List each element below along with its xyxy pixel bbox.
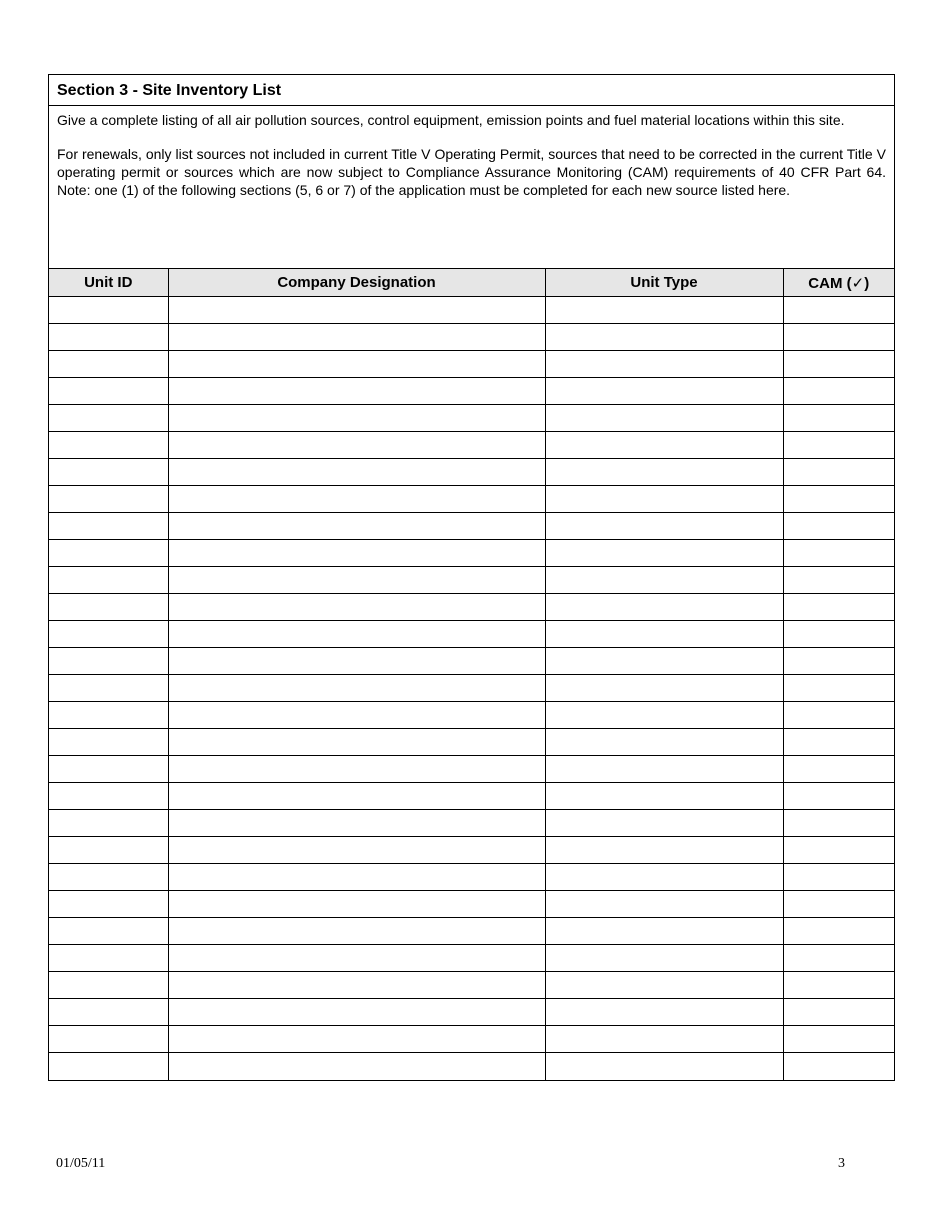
unit-id-cell[interactable]	[49, 486, 168, 513]
table-row	[49, 621, 894, 648]
company-designation-cell[interactable]	[168, 621, 545, 648]
company-designation-cell[interactable]	[168, 459, 545, 486]
cam-cell[interactable]	[783, 459, 894, 486]
column-header-unit-id: Unit ID	[49, 269, 168, 297]
unit-id-cell[interactable]	[49, 837, 168, 864]
table-row	[49, 432, 894, 459]
unit-type-cell[interactable]	[545, 540, 783, 567]
table-row	[49, 648, 894, 675]
unit-id-cell[interactable]	[49, 756, 168, 783]
table-row	[49, 378, 894, 405]
company-designation-cell[interactable]	[168, 756, 545, 783]
company-designation-cell[interactable]	[168, 405, 545, 432]
table-row	[49, 405, 894, 432]
unit-id-cell[interactable]	[49, 1053, 168, 1080]
cam-cell[interactable]	[783, 729, 894, 756]
unit-id-cell[interactable]	[49, 459, 168, 486]
column-header-cam: CAM (✓)	[783, 269, 894, 297]
company-designation-cell[interactable]	[168, 648, 545, 675]
unit-id-cell[interactable]	[49, 999, 168, 1026]
table-row	[49, 1053, 894, 1080]
table-row	[49, 351, 894, 378]
cam-cell[interactable]	[783, 864, 894, 891]
company-designation-cell[interactable]	[168, 891, 545, 918]
company-designation-cell[interactable]	[168, 513, 545, 540]
unit-type-cell[interactable]	[545, 999, 783, 1026]
column-header-company-designation: Company Designation	[168, 269, 545, 297]
section-title: Section 3 - Site Inventory List	[49, 75, 894, 106]
unit-type-cell[interactable]	[545, 486, 783, 513]
instruction-paragraph: For renewals, only list sources not included in current Title V Operating Permit, sources that need to be corrected in the current Title V operating permit or sources which are now subject to Compliance Assurance Monitoring (CAM) requirements of 40 CFR Part 64. Note: one (1) of the following sections (5, 6 or 7) of the application must be completed for each new source listed here.	[57, 146, 886, 198]
table-row	[49, 513, 894, 540]
unit-type-cell[interactable]	[545, 675, 783, 702]
unit-type-cell[interactable]	[545, 837, 783, 864]
unit-type-cell[interactable]	[545, 378, 783, 405]
company-designation-cell[interactable]	[168, 729, 545, 756]
instructions	[49, 106, 894, 268]
table-row	[49, 729, 894, 756]
unit-id-cell[interactable]	[49, 945, 168, 972]
cam-cell[interactable]	[783, 810, 894, 837]
column-header-unit-type: Unit Type	[545, 269, 783, 297]
unit-type-cell[interactable]	[545, 972, 783, 999]
unit-id-cell[interactable]	[49, 351, 168, 378]
cam-cell[interactable]	[783, 621, 894, 648]
table-row	[49, 945, 894, 972]
unit-id-cell[interactable]	[49, 864, 168, 891]
unit-type-cell[interactable]	[545, 459, 783, 486]
table-row	[49, 324, 894, 351]
unit-type-cell[interactable]	[545, 891, 783, 918]
unit-id-cell[interactable]	[49, 1026, 168, 1053]
unit-id-cell[interactable]	[49, 324, 168, 351]
table-row	[49, 459, 894, 486]
unit-id-cell[interactable]	[49, 378, 168, 405]
company-designation-cell[interactable]	[168, 783, 545, 810]
unit-id-cell[interactable]	[49, 405, 168, 432]
cam-cell[interactable]	[783, 540, 894, 567]
cam-cell[interactable]	[783, 756, 894, 783]
table-row	[49, 864, 894, 891]
table-row	[49, 972, 894, 999]
unit-type-cell[interactable]	[545, 756, 783, 783]
unit-id-cell[interactable]	[49, 513, 168, 540]
cam-cell[interactable]	[783, 702, 894, 729]
unit-id-cell[interactable]	[49, 918, 168, 945]
table-row	[49, 702, 894, 729]
company-designation-cell[interactable]	[168, 351, 545, 378]
cam-cell[interactable]	[783, 837, 894, 864]
company-designation-cell[interactable]	[168, 702, 545, 729]
unit-type-cell[interactable]	[545, 324, 783, 351]
cam-cell[interactable]	[783, 648, 894, 675]
company-designation-cell[interactable]	[168, 567, 545, 594]
site-inventory-form	[48, 74, 895, 1081]
table-row	[49, 891, 894, 918]
company-designation-cell[interactable]	[168, 486, 545, 513]
unit-type-cell[interactable]	[545, 1053, 783, 1080]
table-header-row	[49, 269, 894, 297]
unit-type-cell[interactable]	[545, 567, 783, 594]
unit-type-cell[interactable]	[545, 918, 783, 945]
company-designation-cell[interactable]	[168, 810, 545, 837]
table-row	[49, 675, 894, 702]
unit-type-cell[interactable]	[545, 648, 783, 675]
cam-cell[interactable]	[783, 1053, 894, 1080]
unit-id-cell[interactable]	[49, 702, 168, 729]
unit-id-cell[interactable]	[49, 810, 168, 837]
unit-id-cell[interactable]	[49, 675, 168, 702]
inventory-table-body	[49, 297, 894, 1080]
company-designation-cell[interactable]	[168, 540, 545, 567]
company-designation-cell[interactable]	[168, 675, 545, 702]
cam-cell[interactable]	[783, 486, 894, 513]
cam-cell[interactable]	[783, 324, 894, 351]
cam-cell[interactable]	[783, 432, 894, 459]
company-designation-cell[interactable]	[168, 432, 545, 459]
unit-type-cell[interactable]	[545, 405, 783, 432]
company-designation-cell[interactable]	[168, 864, 545, 891]
inventory-table	[49, 268, 894, 1080]
unit-id-cell[interactable]	[49, 297, 168, 324]
table-row	[49, 594, 894, 621]
cam-cell[interactable]	[783, 594, 894, 621]
cam-cell[interactable]	[783, 891, 894, 918]
unit-type-cell[interactable]	[545, 432, 783, 459]
table-row	[49, 297, 894, 324]
cam-cell[interactable]	[783, 783, 894, 810]
company-designation-cell[interactable]	[168, 1026, 545, 1053]
unit-id-cell[interactable]	[49, 621, 168, 648]
unit-id-cell[interactable]	[49, 432, 168, 459]
table-row	[49, 756, 894, 783]
company-designation-cell[interactable]	[168, 837, 545, 864]
unit-type-cell[interactable]	[545, 729, 783, 756]
unit-id-cell[interactable]	[49, 972, 168, 999]
cam-cell[interactable]	[783, 918, 894, 945]
unit-id-cell[interactable]	[49, 594, 168, 621]
footer-date: 01/05/11	[56, 1156, 106, 1171]
unit-id-cell[interactable]	[49, 567, 168, 594]
table-row	[49, 486, 894, 513]
unit-type-cell[interactable]	[545, 297, 783, 324]
cam-cell[interactable]	[783, 513, 894, 540]
table-row	[49, 810, 894, 837]
table-row	[49, 540, 894, 567]
table-row	[49, 918, 894, 945]
cam-cell[interactable]	[783, 567, 894, 594]
table-row	[49, 783, 894, 810]
table-row	[49, 837, 894, 864]
page-number: 3	[838, 1156, 845, 1171]
unit-type-cell[interactable]	[545, 864, 783, 891]
table-row	[49, 567, 894, 594]
cam-cell[interactable]	[783, 351, 894, 378]
unit-type-cell[interactable]	[545, 702, 783, 729]
unit-type-cell[interactable]	[545, 513, 783, 540]
company-designation-cell[interactable]	[168, 1053, 545, 1080]
unit-id-cell[interactable]	[49, 783, 168, 810]
cam-cell[interactable]	[783, 405, 894, 432]
table-row	[49, 1026, 894, 1053]
company-designation-cell[interactable]	[168, 297, 545, 324]
company-designation-cell[interactable]	[168, 972, 545, 999]
company-designation-cell[interactable]	[168, 999, 545, 1026]
unit-type-cell[interactable]	[545, 945, 783, 972]
company-designation-cell[interactable]	[168, 945, 545, 972]
unit-type-cell[interactable]	[545, 783, 783, 810]
cam-cell[interactable]	[783, 945, 894, 972]
unit-type-cell[interactable]	[545, 594, 783, 621]
unit-id-cell[interactable]	[49, 729, 168, 756]
instruction-paragraph: Give a complete listing of all air pollution sources, control equipment, emission points and fuel material locations within this site.	[57, 112, 845, 128]
cam-cell[interactable]	[783, 297, 894, 324]
unit-id-cell[interactable]	[49, 540, 168, 567]
unit-id-cell[interactable]	[49, 891, 168, 918]
unit-type-cell[interactable]	[545, 621, 783, 648]
unit-type-cell[interactable]	[545, 1026, 783, 1053]
company-designation-cell[interactable]	[168, 594, 545, 621]
unit-type-cell[interactable]	[545, 351, 783, 378]
company-designation-cell[interactable]	[168, 918, 545, 945]
cam-cell[interactable]	[783, 972, 894, 999]
company-designation-cell[interactable]	[168, 378, 545, 405]
cam-cell[interactable]	[783, 675, 894, 702]
unit-id-cell[interactable]	[49, 648, 168, 675]
company-designation-cell[interactable]	[168, 324, 545, 351]
cam-cell[interactable]	[783, 378, 894, 405]
table-row	[49, 999, 894, 1026]
unit-type-cell[interactable]	[545, 810, 783, 837]
cam-cell[interactable]	[783, 999, 894, 1026]
cam-cell[interactable]	[783, 1026, 894, 1053]
